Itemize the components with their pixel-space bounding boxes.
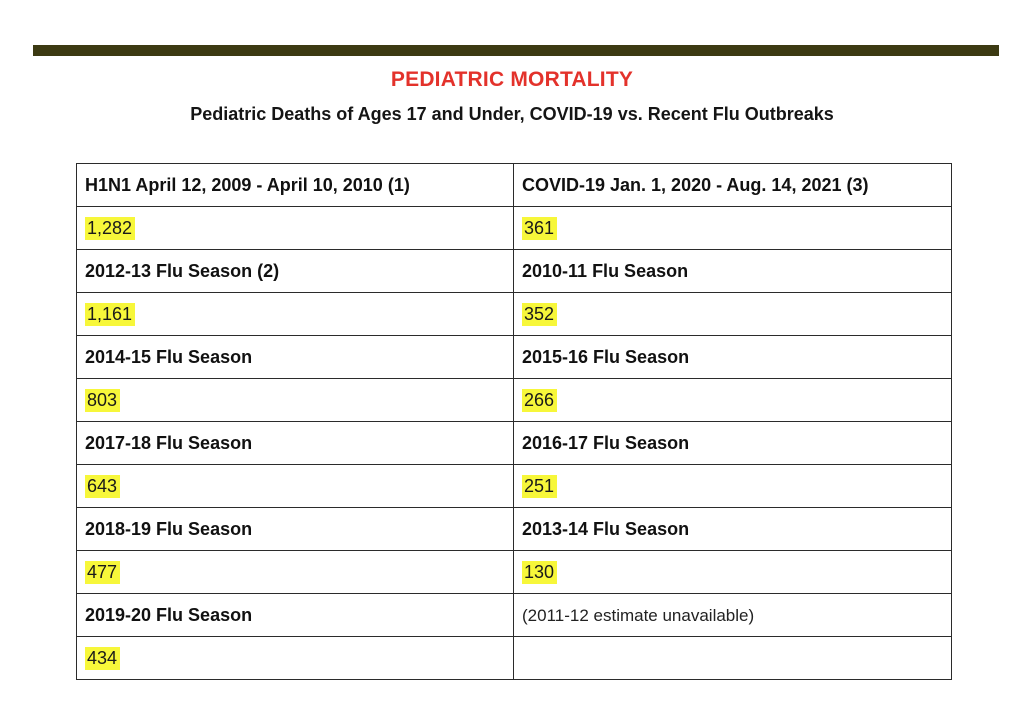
table-row-value bbox=[77, 465, 952, 508]
top-divider-bar bbox=[33, 45, 999, 56]
table-row-value bbox=[77, 551, 952, 594]
page-title: PEDIATRIC MORTALITY bbox=[390, 68, 634, 91]
table-cell bbox=[514, 379, 952, 422]
death-count-highlight: 643 bbox=[85, 475, 120, 498]
death-count-highlight: 1,282 bbox=[85, 217, 135, 240]
table-cell bbox=[77, 250, 514, 293]
table-row-label bbox=[77, 594, 952, 637]
season-label: H1N1 April 12, 2009 - April 10, 2010 (1) bbox=[85, 174, 410, 195]
season-label: 2016-17 Flu Season bbox=[522, 432, 690, 453]
estimate-unavailable-note: (2011-12 estimate unavailable) bbox=[522, 605, 755, 625]
season-label: 2017-18 Flu Season bbox=[85, 432, 253, 453]
table-cell bbox=[77, 293, 514, 336]
table-cell bbox=[514, 164, 952, 207]
table-row-value bbox=[77, 293, 952, 336]
table-cell bbox=[77, 465, 514, 508]
death-count-highlight: 251 bbox=[522, 475, 557, 498]
mortality-table bbox=[76, 163, 952, 680]
table-row-label bbox=[77, 164, 952, 207]
death-count-highlight: 361 bbox=[522, 217, 557, 240]
season-label: 2014-15 Flu Season bbox=[85, 346, 253, 367]
table-cell bbox=[77, 379, 514, 422]
table-cell bbox=[514, 207, 952, 250]
table-row-value bbox=[77, 637, 952, 680]
death-count-highlight: 803 bbox=[85, 389, 120, 412]
season-label: 2010-11 Flu Season bbox=[522, 260, 689, 281]
table-cell-empty bbox=[514, 637, 952, 680]
death-count-highlight: 352 bbox=[522, 303, 557, 326]
death-count-highlight: 1,161 bbox=[85, 303, 135, 326]
table-row-label bbox=[77, 336, 952, 379]
season-label: COVID-19 Jan. 1, 2020 - Aug. 14, 2021 (3) bbox=[522, 174, 869, 195]
table-cell bbox=[514, 250, 952, 293]
table-cell bbox=[514, 594, 952, 637]
table-cell bbox=[77, 508, 514, 551]
table-cell bbox=[77, 551, 514, 594]
table-cell bbox=[514, 293, 952, 336]
table-cell bbox=[77, 336, 514, 379]
table-cell bbox=[77, 207, 514, 250]
table-row-value bbox=[77, 379, 952, 422]
table-row-value bbox=[77, 207, 952, 250]
table-cell bbox=[514, 551, 952, 594]
table-cell bbox=[77, 422, 514, 465]
season-label: 2012-13 Flu Season (2) bbox=[85, 260, 280, 281]
table-cell bbox=[77, 164, 514, 207]
table-row-label bbox=[77, 508, 952, 551]
table-row-label bbox=[77, 250, 952, 293]
death-count-highlight: 266 bbox=[522, 389, 557, 412]
season-label: 2019-20 Flu Season bbox=[85, 604, 253, 625]
table-cell bbox=[77, 637, 514, 680]
page-subtitle: Pediatric Deaths of Ages 17 and Under, COVID-19 vs. Recent Flu Outbreaks bbox=[190, 104, 834, 124]
table-row-label bbox=[77, 422, 952, 465]
table-cell bbox=[77, 594, 514, 637]
season-label: 2018-19 Flu Season bbox=[85, 518, 253, 539]
death-count-highlight: 477 bbox=[85, 561, 120, 584]
table-cell bbox=[514, 465, 952, 508]
table-cell bbox=[514, 336, 952, 379]
season-label: 2013-14 Flu Season bbox=[522, 518, 690, 539]
death-count-highlight: 434 bbox=[85, 647, 120, 670]
table-cell bbox=[514, 422, 952, 465]
death-count-highlight: 130 bbox=[522, 561, 557, 584]
table-cell bbox=[514, 508, 952, 551]
season-label: 2015-16 Flu Season bbox=[522, 346, 690, 367]
